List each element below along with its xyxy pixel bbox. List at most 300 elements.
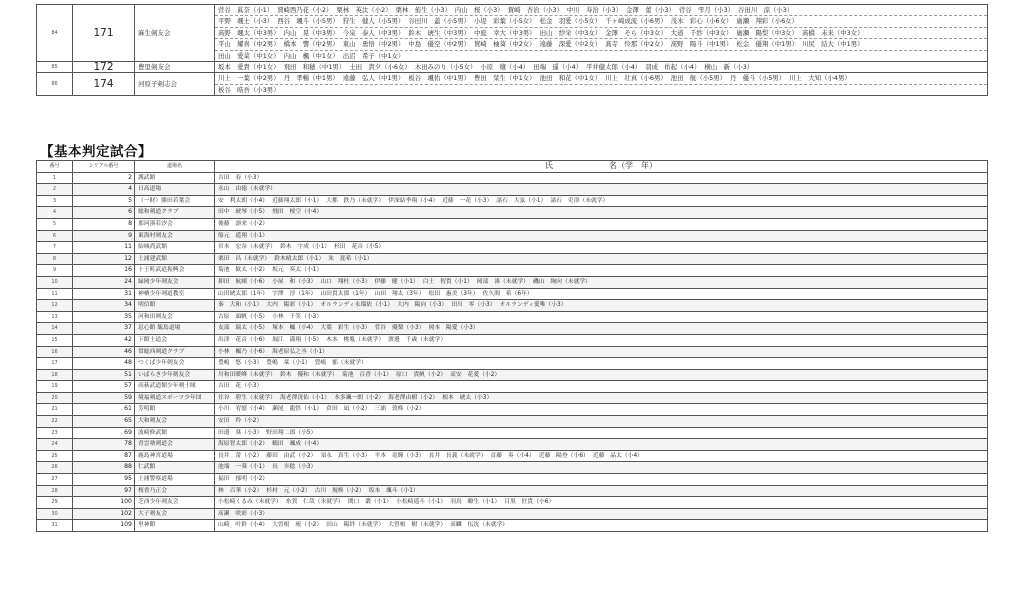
serial-number: 24 xyxy=(73,276,135,288)
participant-name: 後藤 凛来（小2） xyxy=(218,220,269,227)
row-number: 27 xyxy=(37,474,73,486)
row-number: 29 xyxy=(37,497,73,509)
participant-name: 川和田暖峰（未就学） xyxy=(218,371,276,378)
participant-name: 川上 大知（小4男） xyxy=(789,74,851,83)
participant-names xyxy=(215,195,988,207)
participant-names xyxy=(215,230,988,242)
participant-name: 小川 宥慰（小4） xyxy=(218,406,269,413)
participant-name: 野田翔二郎（小5） xyxy=(266,429,317,436)
participant-name: 西谷 颯斗（小5男） xyxy=(277,17,339,26)
participant-names xyxy=(215,61,988,72)
participant-name: 山田 翔太（3年） xyxy=(374,290,425,297)
participant-name: 内山 晃（中3男） xyxy=(283,28,339,37)
participant-name: 宇澤 淳（1年） xyxy=(272,290,317,297)
participant-names xyxy=(215,520,988,532)
table-row xyxy=(37,195,988,207)
table-row xyxy=(37,172,988,184)
participant-name: 板谷 晧吾（小3男） xyxy=(218,85,280,94)
participant-name: 坂本 颯斗（小1） xyxy=(368,487,419,494)
participant-name: 遠藤 深愛（中2女） xyxy=(539,40,602,49)
club-name: 波崎修武館 xyxy=(135,427,215,439)
serial-number: 46 xyxy=(73,346,135,358)
participant-name: 鈴木 琥生（中3男） xyxy=(408,28,470,37)
participant-name: 小堤 彩葉（小5女） xyxy=(473,17,536,26)
participant-names xyxy=(215,497,988,509)
serial-number: 34 xyxy=(73,300,135,312)
participant-name: 小原 穣（小4） xyxy=(480,62,530,71)
participant-name: 小松崎くるみ（未就学） xyxy=(218,499,282,506)
participant-name: 磯山 絢向（未就学） xyxy=(532,278,591,285)
participant-name: 髙瀬 咲彩（小3） xyxy=(218,510,269,517)
participant-name: 大葉 彩生（小3） xyxy=(320,325,371,332)
row-number: 26 xyxy=(37,462,73,474)
club-name: 河原子剣志会 xyxy=(135,73,215,96)
participant-names xyxy=(215,439,988,451)
participant-name: 岡本 陽愛（小3） xyxy=(428,325,479,332)
participant-name: 廣瀬 翔彩（小6女） xyxy=(736,17,798,26)
table-row xyxy=(37,276,988,288)
table-row xyxy=(37,369,988,381)
club-name: 常総西剣道クラブ xyxy=(135,346,215,358)
row-number: 19 xyxy=(37,381,73,393)
participant-name: 内山 楓（中1女） xyxy=(283,51,339,60)
participant-name: 近藤 陽登（小6） xyxy=(538,452,589,459)
table-row xyxy=(37,520,988,532)
participant-name: 吉田 花（小3） xyxy=(218,383,263,390)
serial-number: 11 xyxy=(73,242,135,254)
participant-name: 豊嶋 郁（未就学） xyxy=(314,360,367,367)
participant-names xyxy=(215,5,988,62)
club-name: 土浦建武館 xyxy=(135,253,215,265)
participant-name: 福田 郁明（小2） xyxy=(218,476,269,483)
club-name: 大子剣友会 xyxy=(135,508,215,520)
serial-number: 8 xyxy=(73,218,135,230)
participant-name: 鈴木晴太郎（小1） xyxy=(274,255,325,262)
participant-names xyxy=(215,184,988,196)
table-row xyxy=(37,462,988,474)
participant-names xyxy=(215,288,988,300)
club-name: 里神館 xyxy=(135,520,215,532)
participant-name: 安田 羚（小2） xyxy=(218,418,263,425)
name-line xyxy=(215,62,987,72)
club-name: 青雲塾剣道会 xyxy=(135,439,215,451)
serial-number: 95 xyxy=(73,474,135,486)
row-number: 14 xyxy=(37,323,73,335)
participant-names xyxy=(215,346,988,358)
serial-number: 57 xyxy=(73,381,135,393)
name-line xyxy=(215,28,987,39)
row-number: 8 xyxy=(37,253,73,265)
row-number: 30 xyxy=(37,508,73,520)
participant-name: 糸賀 仁哉（未就学） xyxy=(285,499,344,506)
participant-name: 平本 竜輝（小3） xyxy=(374,452,425,459)
table-row xyxy=(37,450,988,462)
participant-name: 渡邊 千歳（未就学） xyxy=(388,336,447,343)
participant-names xyxy=(215,381,988,393)
participant-name: 近藤 晶太（小4） xyxy=(592,452,643,459)
serial-number: 87 xyxy=(73,450,135,462)
participant-name: 原口 貴帆（小2） xyxy=(396,371,447,378)
table-row xyxy=(37,300,988,312)
table-row xyxy=(37,381,988,393)
participant-name: 鈴木 優和（未就学） xyxy=(279,371,338,378)
serial-number: 9 xyxy=(73,230,135,242)
basic-judgement-table xyxy=(36,160,988,532)
participant-names xyxy=(215,369,988,381)
participant-name: 鈴木 宇成（小1） xyxy=(279,244,331,251)
table-row xyxy=(37,73,988,96)
serial-number: 171 xyxy=(73,5,135,62)
participant-name: 田邉 葵（小3） xyxy=(218,429,263,436)
club-name: 鹿島神宮道場 xyxy=(135,450,215,462)
table-row xyxy=(37,485,988,497)
participant-name: 豊嶋 栞（小1） xyxy=(266,360,311,367)
participant-name: 東山 勇悟（中2男） xyxy=(342,40,405,49)
participant-name: 田中 琥琴（小5） xyxy=(218,209,269,216)
participant-name: 朱 琵希（小1） xyxy=(328,255,373,262)
club-name: 高萩武道館少年剣士隊 xyxy=(135,381,215,393)
participant-name: 出津 花音（小6） xyxy=(218,336,269,343)
participant-name: 住谷 碧生（未就学） xyxy=(218,394,276,401)
serial-number: 100 xyxy=(73,497,135,509)
participant-name: 栗田 昌（未就学） xyxy=(218,255,271,262)
table-row xyxy=(37,497,988,509)
participant-name: 横山 新（小3） xyxy=(704,62,754,71)
participant-name: 堀江 満翔（小5） xyxy=(272,336,323,343)
participant-name: 丹 孝暢（中1男） xyxy=(283,74,339,83)
participant-name: 菅谷 眞奈（小1） xyxy=(218,6,274,14)
row-number: 16 xyxy=(37,346,73,358)
table-row xyxy=(37,61,988,72)
club-name: 仁武館 xyxy=(135,462,215,474)
participant-name: 瀬尾 龍悟（小1） xyxy=(272,406,323,413)
participant-name: 羽成 佑起（小4） xyxy=(645,62,701,71)
table-row xyxy=(37,358,988,370)
participant-name: 長 歩稔（小3） xyxy=(272,464,317,471)
serial-number: 42 xyxy=(73,334,135,346)
row-number: 28 xyxy=(37,485,73,497)
row-number: 12 xyxy=(37,300,73,312)
participant-name: 近藤翔太郎（小1） xyxy=(272,197,323,204)
participant-name: 須永 真生（小3） xyxy=(320,452,371,459)
club-name: 芝西少年剣友会 xyxy=(135,497,215,509)
participant-name: 近藤 一花（小3） xyxy=(442,197,493,204)
table-row xyxy=(37,311,988,323)
participant-name: 内山 桜（小3） xyxy=(454,6,504,14)
table-row xyxy=(37,265,988,277)
participant-name: 今泉 泰人（中3男） xyxy=(342,28,405,37)
serial-number: 31 xyxy=(73,288,135,300)
participant-name: 海原智太郎（小2） xyxy=(218,441,269,448)
participant-name: 長井 長義（未就学） xyxy=(428,452,487,459)
row-number: 31 xyxy=(37,520,73,532)
participant-name: 海老澤由樹（小2） xyxy=(388,394,439,401)
club-name: 東海村剣友会 xyxy=(135,230,215,242)
participant-name: 菅谷 優梨（小3） xyxy=(374,325,425,332)
participant-name: 藤田 由武（小2） xyxy=(266,452,317,459)
participant-name: 池端 一葵（小1） xyxy=(218,464,269,471)
table-row xyxy=(37,5,988,62)
participant-name: 千ヶ崎成流（小6男） xyxy=(605,17,667,26)
row-number: 6 xyxy=(37,230,73,242)
participant-name: 大曽根 樹（未就学） xyxy=(388,522,447,529)
participant-name: 菅谷 雫月（小3） xyxy=(678,6,735,14)
participant-names xyxy=(215,276,988,288)
row-number: 4 xyxy=(37,207,73,219)
serial-number: 102 xyxy=(73,508,135,520)
participant-names xyxy=(215,427,988,439)
participant-name: 山崎 叶鈴（小4） xyxy=(218,522,269,529)
table-row xyxy=(37,439,988,451)
row-number: 25 xyxy=(37,450,73,462)
participant-name: 中島 優空（中2男） xyxy=(408,40,470,49)
header-club: 道場名 xyxy=(135,161,215,173)
participant-name: 小松崎遥斗（小1） xyxy=(396,499,447,506)
participant-name: 目黒 匠貴（小6） xyxy=(504,499,555,506)
participant-name: 小林 千笑（小3） xyxy=(272,313,323,320)
serial-number: 88 xyxy=(73,462,135,474)
participant-name: 首藤 奏（小4） xyxy=(490,452,535,459)
participant-name: 池田 航（小5男） xyxy=(670,74,726,83)
participant-name: 吉田 春（小3） xyxy=(218,174,263,181)
row-number: 13 xyxy=(37,311,73,323)
row-number: 11 xyxy=(37,288,73,300)
club-name: 十王町武道振興会 xyxy=(135,265,215,277)
participant-name: 木田みのり（小5女） xyxy=(414,62,477,71)
participant-name: 三浦 敦柊（小2） xyxy=(374,406,425,413)
participant-name: 田山 愛菜（中1女） xyxy=(218,51,280,60)
participant-name: 海老澤洸佑（小1） xyxy=(279,394,331,401)
table-row xyxy=(37,242,988,254)
participant-names xyxy=(215,253,988,265)
participant-name: 宮本 宏奈（未就学） xyxy=(218,244,276,251)
serial-number: 59 xyxy=(73,392,135,404)
participant-names xyxy=(215,358,988,370)
participant-name: 栗林 英汰（小2） xyxy=(336,6,392,14)
participant-names xyxy=(215,242,988,254)
participant-name: 賀崎 柚葵（中2女） xyxy=(473,40,536,49)
participant-name: 狩生 健人（小5男） xyxy=(342,17,405,26)
participant-name: 茂木 彩心（小6女） xyxy=(670,17,733,26)
row-number: 20 xyxy=(37,392,73,404)
participant-name: 谷田川 涼（小3） xyxy=(738,6,794,14)
participant-name: 佐久間 希（6年） xyxy=(482,290,533,297)
participant-names xyxy=(215,392,988,404)
participant-name: 杉田 花音（小5） xyxy=(334,244,385,251)
header-names: 氏 名（学 年） xyxy=(215,161,988,173)
row-number: 86 xyxy=(37,73,73,96)
serial-number: 35 xyxy=(73,311,135,323)
participant-name: 飛田 桜空（小4） xyxy=(272,209,323,216)
participant-names xyxy=(215,311,988,323)
serial-number: 78 xyxy=(73,439,135,451)
participant-names xyxy=(215,508,988,520)
participant-names xyxy=(215,265,988,277)
participant-name: 金澤 蕾（小3） xyxy=(626,6,675,14)
participant-name: 伊深結季翔（小4） xyxy=(388,197,439,204)
club-name: 大和剣友会 xyxy=(135,416,215,428)
participant-name: 大都 鉄乃（未就学） xyxy=(326,197,385,204)
participant-name: 小屋 和（小3） xyxy=(272,278,317,285)
participant-name: 抑田 航緒（小6） xyxy=(218,278,269,285)
club-name: 緑岡少年剣友会 xyxy=(135,276,215,288)
participant-name: 平野 颯士（小3） xyxy=(218,17,274,26)
serial-number: 65 xyxy=(73,416,135,428)
club-name: 明信館 xyxy=(135,300,215,312)
participant-name: 川上 壮真（小6男） xyxy=(605,74,667,83)
table-row xyxy=(37,218,988,230)
previous-section-table xyxy=(36,4,988,96)
participant-name: 遠藤 弘人（中1男） xyxy=(342,74,405,83)
club-name: 結城尚武館 xyxy=(135,242,215,254)
participant-name: 永山 由徳（未就学） xyxy=(218,186,276,193)
participant-names xyxy=(215,416,988,428)
participant-name: 塚本 楓（小4） xyxy=(272,325,317,332)
row-number: 5 xyxy=(37,218,73,230)
participant-name: 金澤 そら（中3女） xyxy=(605,28,667,37)
table-header-row xyxy=(37,161,988,173)
club-name: いばらき少年剣友会 xyxy=(135,369,215,381)
header-serial: シリアル番号 xyxy=(73,161,135,173)
table-row xyxy=(37,334,988,346)
participant-names xyxy=(215,485,988,497)
participant-name: 秦 大和（小1） xyxy=(218,302,263,309)
serial-number: 48 xyxy=(73,358,135,370)
participant-name: 小林 楓乃（小6） xyxy=(218,348,269,355)
participant-name: 菊池 歓太（小2） xyxy=(218,267,269,274)
row-number: 18 xyxy=(37,369,73,381)
row-number: 10 xyxy=(37,276,73,288)
participant-name: 豊嶋 悠（小3） xyxy=(218,360,263,367)
row-number: 9 xyxy=(37,265,73,277)
club-name: 豊里剣友会 xyxy=(135,61,215,72)
serial-number: 61 xyxy=(73,404,135,416)
serial-number: 69 xyxy=(73,427,135,439)
participant-name: 山田貴太郎（1年） xyxy=(320,290,371,297)
row-number: 23 xyxy=(37,427,73,439)
participant-name: 板谷 颯佑（中1男） xyxy=(408,74,470,83)
participant-names xyxy=(215,73,988,96)
participant-name: 髙橋 未来（中3女） xyxy=(801,28,864,37)
row-number: 2 xyxy=(37,184,73,196)
participant-name: 髙麟 伍沈（未就学） xyxy=(450,522,509,529)
row-number: 22 xyxy=(37,416,73,428)
participant-name: 土田 貴夕（小6女） xyxy=(349,62,411,71)
participant-name: 古原 頭帆（小5） xyxy=(218,313,269,320)
participant-name: 平山 耀喜（中2男） xyxy=(218,40,280,49)
participant-name: 根本 琥太（小3） xyxy=(442,394,493,401)
participant-name: 羽鳥 瞭生（小1） xyxy=(450,499,501,506)
serial-number: 16 xyxy=(73,265,135,277)
serial-number: 5 xyxy=(73,195,135,207)
participant-name: 池田 和花（中1女） xyxy=(539,74,602,83)
participant-name: 中川 寿治（小3） xyxy=(566,6,623,14)
row-number: 84 xyxy=(37,5,73,62)
participant-name: 川上 一葉（中2男） xyxy=(218,74,280,83)
club-name: 桜香乃正会 xyxy=(135,485,215,497)
participant-name: 鶴田 颯成（小4） xyxy=(272,441,323,448)
participant-name: オルランディ永瑠依（小1） xyxy=(320,302,394,309)
participant-name: 友部 瑞太（小5） xyxy=(218,325,269,332)
serial-number: 51 xyxy=(73,369,135,381)
participant-name: 谷田川 蓋（小5男） xyxy=(408,17,470,26)
participant-name: 髙安 花愛（小2） xyxy=(450,371,501,378)
participant-name: 賀崎西乃花（小2） xyxy=(277,6,333,14)
participant-name: 大道 千紗（中3女） xyxy=(670,28,733,37)
participant-name: 飛田 和穂（中1男） xyxy=(283,62,346,71)
participant-names xyxy=(215,450,988,462)
name-line xyxy=(215,16,987,27)
participant-name: 松金 羽愛（小5女） xyxy=(539,17,602,26)
row-number: 24 xyxy=(37,439,73,451)
participant-name: 松田 惠美（3年） xyxy=(428,290,479,297)
participant-name: 大内 陽彩（小1） xyxy=(266,302,317,309)
participant-names xyxy=(215,334,988,346)
participant-name: 諸石 吏津（未就学） xyxy=(550,197,609,204)
club-name: 麻生剣友会 xyxy=(135,5,215,62)
serial-number: 4 xyxy=(73,184,135,196)
participant-name: 豊田 栞生（中1女） xyxy=(473,74,536,83)
participant-name: 関口 叢（小1） xyxy=(347,499,393,506)
table-row xyxy=(37,404,988,416)
participant-name: 坂本 愛貴（中1女） xyxy=(218,62,280,71)
club-name: 下館士道会 xyxy=(135,334,215,346)
row-number: 7 xyxy=(37,242,73,254)
header-number: 番号 xyxy=(37,161,73,173)
participant-name: 松金 優翔（中1男） xyxy=(736,40,798,49)
participant-name: 山口 翔杜（小3） xyxy=(320,278,371,285)
participant-name: 田山 陽絆（未就学） xyxy=(326,522,385,529)
table-row xyxy=(37,508,988,520)
participant-name: 髙野 陽斗（中1男） xyxy=(670,40,733,49)
club-name: 神栖少年剣道教室 xyxy=(135,288,215,300)
table-row xyxy=(37,253,988,265)
participant-name: 伊藤 健（小1） xyxy=(374,278,419,285)
table-row xyxy=(37,230,988,242)
name-line xyxy=(215,85,987,95)
participant-name: オルランディ愛唯（小3） xyxy=(499,302,567,309)
club-name: 河和田剣友会 xyxy=(135,311,215,323)
participant-name: 山田琥太郎（1年） xyxy=(218,290,269,297)
row-number: 17 xyxy=(37,358,73,370)
participant-name: 大曽根 琉（小2） xyxy=(272,522,323,529)
club-name: つくば少年剣友会 xyxy=(135,358,215,370)
participant-name: 丹 優斗（小5男） xyxy=(729,74,786,83)
participant-names xyxy=(215,207,988,219)
serial-number: 109 xyxy=(73,520,135,532)
row-number: 1 xyxy=(37,172,73,184)
row-number: 85 xyxy=(37,61,73,72)
participant-names xyxy=(215,323,988,335)
participant-names xyxy=(215,404,988,416)
participant-names xyxy=(215,474,988,486)
participant-name: 古川 規柊（小2） xyxy=(314,487,365,494)
participant-name: 平井健太郎（小4） xyxy=(586,62,642,71)
name-line xyxy=(215,5,987,16)
participant-name: 髙野 颯太（中3男） xyxy=(218,28,280,37)
participant-name: 林 百華（小2） xyxy=(218,487,263,494)
row-number: 15 xyxy=(37,334,73,346)
participant-name: 安 利太朗（小4） xyxy=(218,197,269,204)
participant-name: 長井 蕾（小2） xyxy=(218,452,263,459)
serial-number: 12 xyxy=(73,253,135,265)
table-row xyxy=(37,427,988,439)
row-number: 3 xyxy=(37,195,73,207)
participant-names xyxy=(215,172,988,184)
serial-number: 37 xyxy=(73,323,135,335)
name-line xyxy=(215,73,987,84)
participant-name: 田山 紗栄（中3女） xyxy=(539,28,602,37)
